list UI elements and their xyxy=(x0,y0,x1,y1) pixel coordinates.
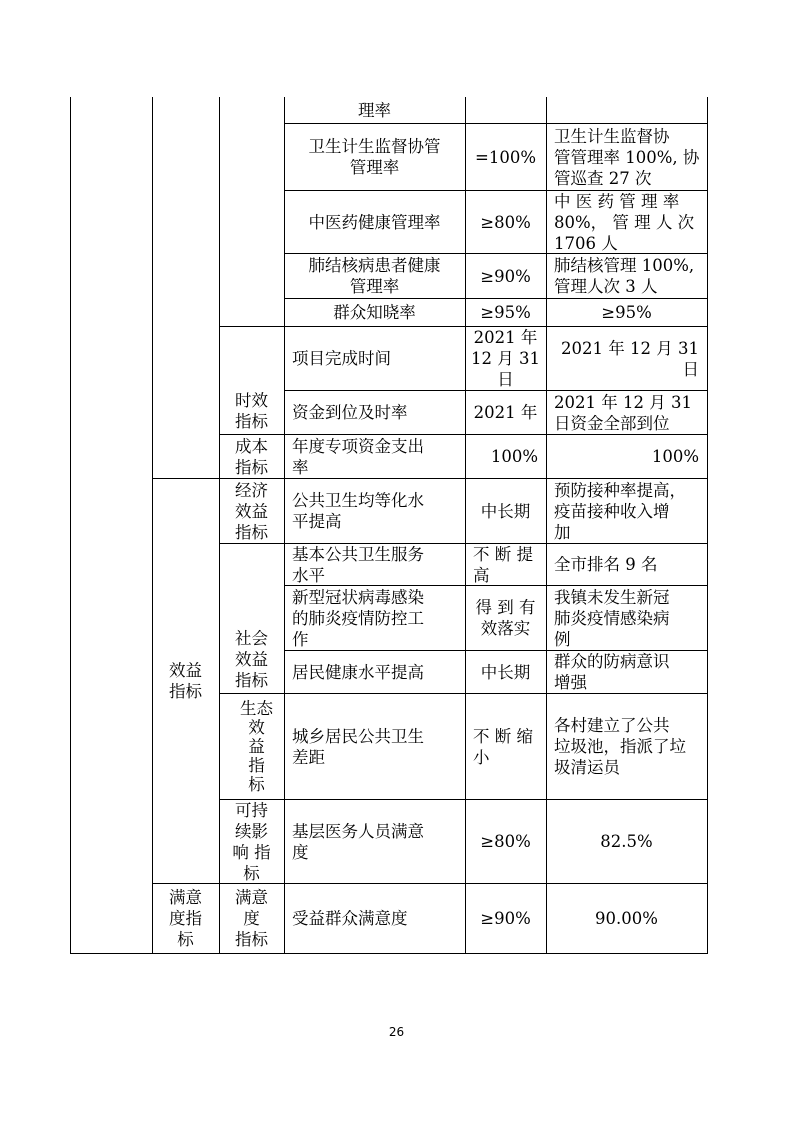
actual-cell xyxy=(546,97,707,123)
indicator-cell: 项目完成时间 xyxy=(292,349,391,368)
actual-cell: 2021 年 12 月 31 日资金全部到位 xyxy=(554,392,692,433)
target-cell: 2021 年 xyxy=(473,403,538,422)
actual-cell: 预防接种率提高， 疫苗接种收入增 加 xyxy=(554,480,686,542)
subcategory-ecological: 生态 效 益 指 标 xyxy=(240,699,273,794)
indicator-cell: 城乡居民公共卫生 差距 xyxy=(292,726,424,767)
subcategory-social: 社会 效益 指标 xyxy=(235,629,268,690)
target-cell: 2021 年 12 月 31 日 xyxy=(471,328,540,389)
actual-cell: 2021 年 12 月 31 日 xyxy=(561,338,699,379)
actual-cell: 我镇未发生新冠 肺炎疫情感染病 例 xyxy=(554,587,670,649)
target-cell: 中长期 xyxy=(480,662,531,682)
category-satisfaction: 满意 度指 标 xyxy=(169,888,202,949)
indicator-cell: 理率 xyxy=(358,100,391,120)
actual-cell: 肺结核管理 100%, 管理人次 3 人 xyxy=(554,256,695,296)
actual-cell: 全市排名 9 名 xyxy=(554,555,658,574)
subcategory-timeliness: 时效 指标 xyxy=(235,391,268,431)
actual-cell: 卫生计生监督协 管管理率 100%, 协 管巡查 27 次 xyxy=(554,126,700,188)
target-cell: ≥90% xyxy=(480,266,531,286)
col-border xyxy=(707,97,708,954)
actual-cell: 群众的防病意识 增强 xyxy=(554,652,670,692)
indicator-cell: 基本公共卫生服务 水平 xyxy=(292,544,424,585)
subcategory-sustainable: 可持 续影 响 指 标 xyxy=(232,800,271,883)
target-cell: =100% xyxy=(475,147,536,167)
actual-cell: 中 医 药 管 理 率 80%， 管 理 人 次 1706 人 xyxy=(554,191,695,253)
indicator-cell: 年度专项资金支出 率 xyxy=(292,436,424,477)
target-cell xyxy=(465,97,546,123)
page-number: 26 xyxy=(388,1025,405,1039)
target-cell: 不 断 缩 小 xyxy=(473,726,533,767)
table-bottom-border xyxy=(70,953,708,954)
target-cell: ≥95% xyxy=(480,303,531,322)
actual-cell: 90.00% xyxy=(595,909,658,928)
target-cell: 中长期 xyxy=(480,501,531,521)
target-cell: ≥90% xyxy=(480,909,531,928)
actual-cell: 82.5% xyxy=(600,832,653,851)
subcategory-economic: 经济 效益 指标 xyxy=(235,480,268,542)
actual-cell: 100% xyxy=(651,447,699,466)
indicator-cell: 公共卫生均等化水 平提高 xyxy=(292,491,424,531)
indicator-cell: 资金到位及时率 xyxy=(292,403,408,422)
subcategory-satisfaction: 满意 度 指标 xyxy=(235,888,268,949)
indicator-cell: 基层医务人员满意 度 xyxy=(292,821,424,862)
target-cell: 100% xyxy=(490,447,538,466)
indicator-cell: 中医药健康管理率 xyxy=(308,212,441,232)
indicator-cell: 受益群众满意度 xyxy=(292,909,408,928)
actual-cell: 各村建立了公共 垃圾池，指派了垃 圾清运员 xyxy=(554,716,686,777)
col-border xyxy=(70,97,71,954)
indicator-cell: 卫生计生监督协管 管理率 xyxy=(308,137,441,177)
indicator-cell: 群众知晓率 xyxy=(333,303,416,322)
target-cell: 不 断 提 高 xyxy=(473,544,533,585)
indicator-cell: 新型冠状病毒感染 的肺炎疫情防控工 作 xyxy=(292,587,424,649)
actual-cell: ≥95% xyxy=(601,303,652,322)
target-cell: ≥80% xyxy=(480,832,531,851)
target-cell: 得 到 有 效落实 xyxy=(475,598,536,638)
category-benefit: 效益 指标 xyxy=(169,661,202,701)
target-cell: ≥80% xyxy=(480,212,531,232)
subcategory-cost: 成本 指标 xyxy=(235,436,268,477)
indicator-cell: 肺结核病患者健康 管理率 xyxy=(308,256,441,296)
indicator-cell: 居民健康水平提高 xyxy=(292,662,424,682)
